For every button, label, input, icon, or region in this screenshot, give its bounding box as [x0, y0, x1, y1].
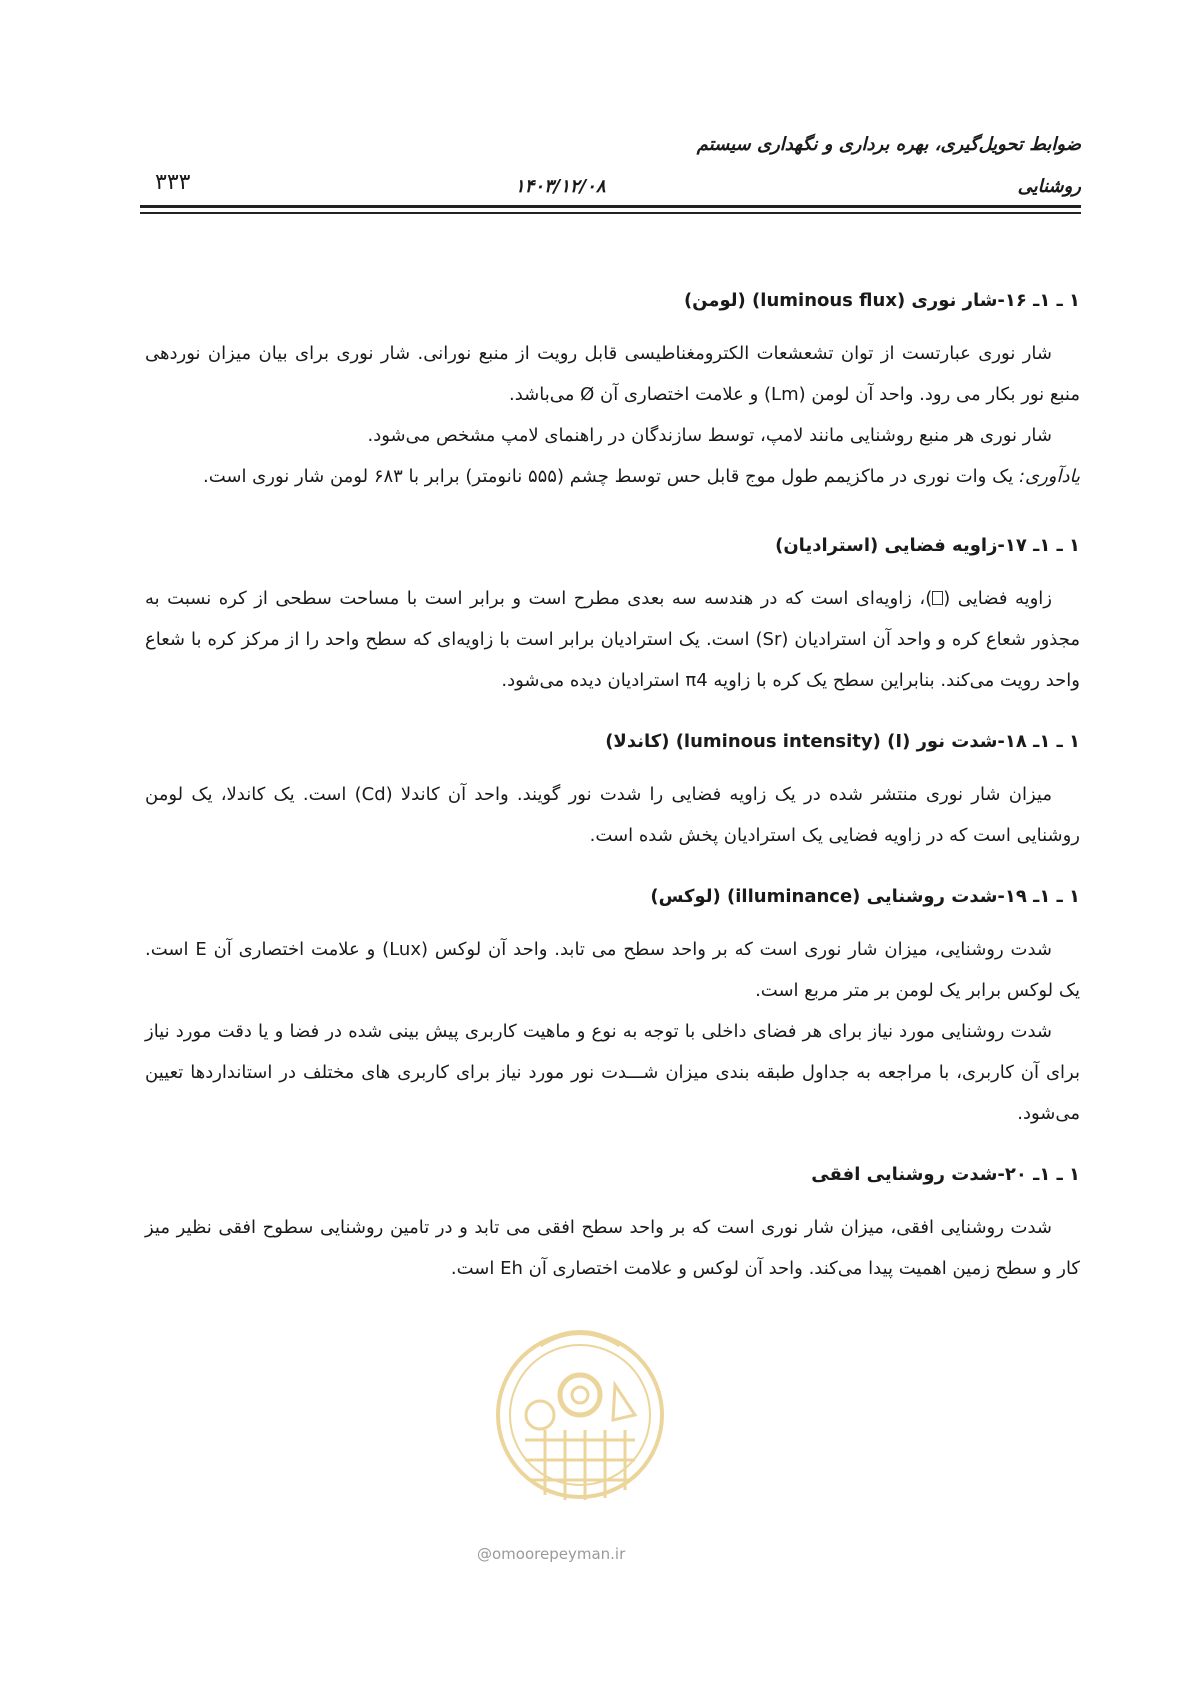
note-paragraph	[145, 456, 1080, 497]
header-rule-thick	[140, 205, 1081, 208]
paragraph-text: )، زاویه‌ای است که در هندسه سه بعدی مطرح است و برابر است با مساحت سطحی از کره نسبت به مجذور شعاع کره و واحد آن استرادیان (Sr) است. یک استرادیان برابر است با زاویه‌ای که سطح واحد را از مرکز کره با شعاع واحد رویت می‌کند. بنابراین سطح یک کره با زاویه π4 استرادیان دیده می‌شود.	[145, 588, 1081, 691]
note-label: یادآوری:	[1018, 466, 1080, 487]
section-heading: ۱ ـ ۱ـ ۱۷-زاویه فضایی (استرادیان)	[775, 535, 1080, 556]
watermark-seal-icon	[485, 1290, 675, 1550]
paragraph: شدت روشنایی، میزان شار نوری است که بر واحد سطح می تابد. واحد آن لوکس (Lux) و علامت اختصاری آن E است. یک لوکس برابر یک لومن بر متر مربع است.	[145, 939, 1080, 1001]
paragraph-text: زاویه فضایی (	[943, 588, 1053, 609]
header-rule-thin	[140, 212, 1081, 214]
document-body	[145, 280, 1080, 1289]
watermark-text: @omoorepeyman.ir	[477, 1545, 626, 1563]
missing-glyph-box-icon	[932, 591, 943, 605]
paragraph	[145, 578, 1080, 701]
note-text: یک وات نوری در ماکزیمم طول موج قابل حس توسط چشم (۵۵۵ نانومتر) برابر با ۶۸۳ لومن شار نوری است.	[202, 466, 1019, 487]
paragraph: شدت روشنایی افقی، میزان شار نوری است که بر واحد سطح افقی می تابد و در تامین روشنایی سطوح افقی نظیر میز کار و سطح زمین اهمیت پیدا می‌کند. واحد آن لوکس و علامت اختصاری آن Eh است.	[145, 1217, 1080, 1279]
page-number: ۳۳۳	[155, 170, 191, 195]
paragraph: شار نوری هر منبع روشنایی مانند لامپ، توسط سازندگان در راهنمای لامپ مشخص می‌شود.	[367, 425, 1052, 446]
paragraph: میزان شار نوری منتشر شده در یک زاویه فضایی را شدت نور گویند. واحد آن کاندلا (Cd) است. یک کاندلا، یک لومن روشنایی است که در زاویه فضایی یک استرادیان پخش شده است.	[145, 784, 1080, 846]
header-date: ۱۴۰۳/۱۲/۰۸	[515, 176, 606, 197]
header-subtitle: روشنایی	[1017, 176, 1081, 197]
paragraph: شار نوری عبارتست از توان تشعشعات الکترومغناطیسی قابل رویت از منبع نورانی. شار نوری برای بیان میزان نوردهی منبع نور بکار می رود. واحد آن لومن (Lm) و علامت اختصاری آن Ø می‌باشد.	[145, 343, 1080, 405]
header-title: ضوابط تحویل‌گیری، بهره برداری و نگهداری سیستم	[696, 134, 1081, 155]
section-heading: ۱ ـ ۱ـ ۱۶-شار نوری (luminous flux) (لومن)	[683, 290, 1080, 311]
paragraph: شدت روشنایی مورد نیاز برای هر فضای داخلی با توجه به نوع و ماهیت کاربری پیش بینی شده در فضا و یا دقت مورد نیاز برای آن کاربری، با مراجعه به جداول طبقه بندی میزان شـــدت نور مورد نیاز برای کاربری های مختلف در استانداردها تعیین می‌شود.	[145, 1021, 1080, 1124]
section-heading: ۱ ـ ۱ـ ۱۹-شدت روشنایی (illuminance) (لوکس)	[650, 886, 1080, 907]
section-heading: ۱ ـ ۱ـ ۲۰-شدت روشنایی افقی	[811, 1164, 1080, 1185]
section-heading: ۱ ـ ۱ـ ۱۸-شدت نور (I) (luminous intensity) (کاندلا)	[605, 731, 1080, 752]
